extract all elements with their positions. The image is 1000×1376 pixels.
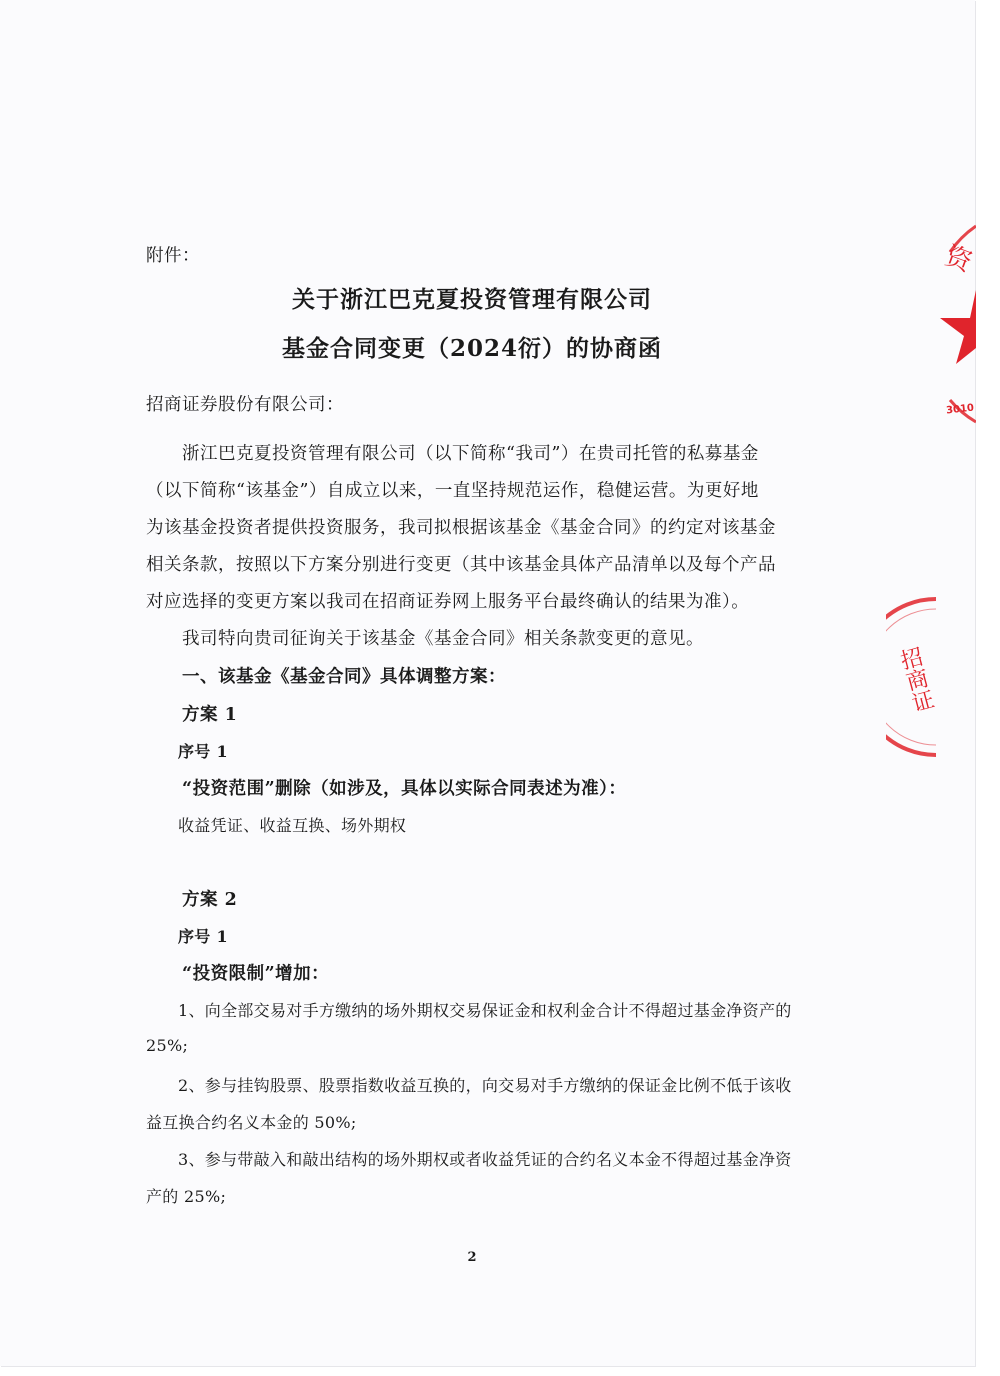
salutation: 招商证券股份有限公司： xyxy=(146,395,344,415)
seal-bottom-partial xyxy=(886,595,936,759)
plan-2-seq: 序号 1 xyxy=(178,927,228,946)
seal-bottom-graphic xyxy=(886,595,936,759)
plan-2-item-1-line-1: 1、向全部交易对手方缴纳的场外期权交易保证金和权利金合计不得超过基金净资产的 xyxy=(178,1001,792,1020)
intro-line-3: 为该基金投资者提供投资服务，我司拟根据该基金《基金合同》的约定对该基金 xyxy=(146,518,776,538)
title-line-2: 基金合同变更（2024衍）的协商函 xyxy=(281,335,662,362)
plan-1-content: 收益凭证、收益互换、场外期权 xyxy=(178,816,407,835)
seal-top-partial xyxy=(936,222,976,426)
plan-2-item-3-line-2: 产的 25%; xyxy=(146,1187,227,1206)
plan-2-item-3-line-1: 3、参与带敲入和敲出结构的场外期权或者收益凭证的合约名义本金不得超过基金净资 xyxy=(178,1150,792,1169)
seal-bottom-chars: 招商证 xyxy=(894,644,936,715)
plan-1-seq: 序号 1 xyxy=(178,742,228,761)
intro-line-1: 浙江巴克夏投资管理有限公司（以下简称“我司”）在贵司托管的私募基金 xyxy=(182,444,759,464)
seal-top-graphic xyxy=(936,222,976,426)
plan-2-item-2-line-1: 2、参与挂钩股票、股票指数收益互换的，向交易对手方缴纳的保证金比例不低于该收 xyxy=(178,1076,792,1095)
seal-top-number: 3010 xyxy=(945,402,975,417)
inquiry-line: 我司特向贵司征询关于该基金《基金合同》相关条款变更的意见。 xyxy=(182,629,704,649)
intro-line-4: 相关条款，按照以下方案分别进行变更（其中该基金具体产品清单以及每个产品 xyxy=(146,555,776,575)
intro-line-2: （以下简称“该基金”）自成立以来，一直坚持规范运作，稳健运营。为更好地 xyxy=(146,481,759,501)
page-number: 2 xyxy=(467,1250,477,1265)
seal-top-char: 资 xyxy=(941,240,976,279)
attachment-label: 附件： xyxy=(146,246,200,266)
plan-2-item-2-line-2: 益互换合约名义本金的 50%; xyxy=(146,1113,357,1132)
plan-2-item-1-line-2: 25%; xyxy=(146,1036,189,1055)
plan-1-label: 方案 1 xyxy=(182,705,238,725)
plan-2-label: 方案 2 xyxy=(182,890,238,910)
intro-line-5: 对应选择的变更方案以我司在招商证券网上服务平台最终确认的结果为准）。 xyxy=(146,592,750,612)
plan-1-heading: “投资范围”删除（如涉及，具体以实际合同表述为准）： xyxy=(182,779,627,799)
title-line-1: 关于浙江巴克夏投资管理有限公司 xyxy=(292,286,652,313)
plan-2-heading: “投资限制”增加： xyxy=(182,964,330,984)
section-1-heading: 一、该基金《基金合同》具体调整方案： xyxy=(182,667,506,687)
